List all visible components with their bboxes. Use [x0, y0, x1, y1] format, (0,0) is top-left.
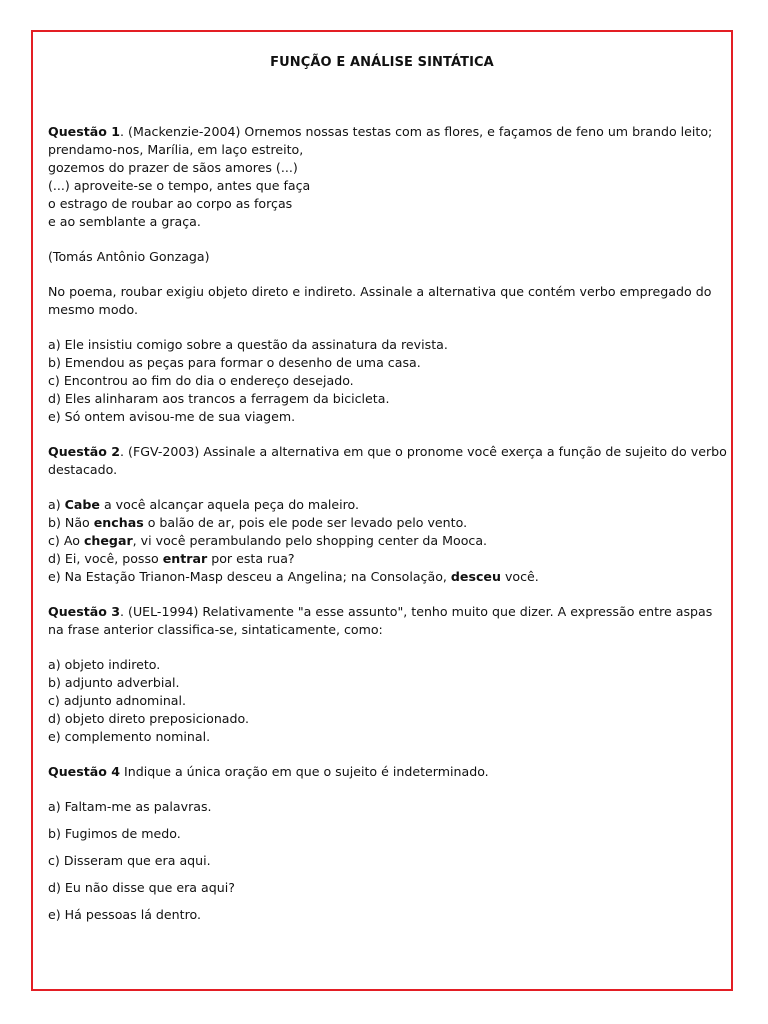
question-3-label: Questão 3: [48, 604, 121, 619]
poem-line: gozemos do prazer de sãos amores (...): [48, 160, 298, 175]
option-text: por esta rua?: [207, 551, 295, 566]
question-3-prompt-text: . (UEL-1994) Relativamente "a esse assunto", tenho muito que dizer. A expressão entre aspas na frase anterior classifica-se, sintaticamente, como:: [48, 604, 713, 637]
answer-option: c) Encontrou ao fim do dia o endereço desejado.: [48, 373, 354, 388]
answer-option: [48, 514, 728, 532]
answer-option: [48, 496, 728, 514]
poem-line: e ao semblante a graça.: [48, 214, 201, 229]
option-text: você.: [500, 569, 539, 584]
question-1-label: Questão 1: [48, 124, 121, 139]
option-text: d) Ei, você, posso: [48, 551, 163, 566]
option-text: a você alcançar aquela peça do maleiro.: [99, 497, 360, 512]
answer-option: d) Eu não disse que era aqui?: [48, 880, 235, 895]
highlighted-verb: Cabe: [64, 497, 100, 512]
question-4-prompt: [48, 763, 728, 781]
highlighted-verb: desceu: [450, 569, 501, 584]
answer-option: c) adjunto adnominal.: [48, 693, 187, 708]
question-3-prompt: [48, 603, 728, 639]
answer-option: [48, 568, 728, 586]
option-text: , vi você perambulando pelo shopping center da Mooca.: [132, 533, 488, 548]
answer-option: b) adjunto adverbial.: [48, 675, 180, 690]
question-4-prompt-text: Indique a única oração em que o sujeito é indeterminado.: [120, 764, 489, 779]
answer-option: a) objeto indireto.: [48, 657, 161, 672]
answer-option: e) Há pessoas lá dentro.: [48, 907, 201, 922]
poem-line: o estrago de roubar ao corpo as forças: [48, 196, 293, 211]
answer-option: a) Faltam-me as palavras.: [48, 799, 212, 814]
highlighted-verb: chegar: [83, 533, 133, 548]
question-2-prompt-text: . (FGV-2003) Assinale a alternativa em que o pronome você exerça a função de sujeito do verbo destacado.: [48, 444, 727, 477]
document-body: [48, 123, 728, 933]
answer-option: e) complemento nominal.: [48, 729, 211, 744]
question-1-intro-text: . (Mackenzie-2004) Ornemos nossas testas com as flores, e façamos de feno um brando leito;: [120, 124, 713, 139]
answer-option: c) Disseram que era aqui.: [48, 853, 211, 868]
question-4: [48, 763, 728, 924]
poem-line: (...) aproveite-se o tempo, antes que faça: [48, 178, 311, 193]
question-3: [48, 603, 728, 746]
answer-option: d) objeto direto preposicionado.: [48, 711, 250, 726]
question-1: [48, 123, 728, 426]
highlighted-verb: enchas: [93, 515, 144, 530]
highlighted-verb: entrar: [162, 551, 208, 566]
question-2-prompt: [48, 443, 728, 479]
answer-option: b) Emendou as peças para formar o desenho de uma casa.: [48, 355, 421, 370]
option-text: o balão de ar, pois ele pode ser levado pelo vento.: [143, 515, 468, 530]
answer-option: [48, 550, 728, 568]
question-4-label: Questão 4: [48, 764, 121, 779]
answer-option: b) Fugimos de medo.: [48, 826, 181, 841]
option-text: e) Na Estação Trianon-Masp desceu a Angelina; na Consolação,: [48, 569, 451, 584]
option-text: b) Não: [48, 515, 94, 530]
question-1-intro: [48, 123, 728, 141]
poem-line: prendamo-nos, Marília, em laço estreito,: [48, 142, 304, 157]
poem-author: (Tomás Antônio Gonzaga): [48, 249, 210, 264]
answer-option: d) Eles alinharam aos trancos a ferragem da bicicleta.: [48, 391, 390, 406]
option-text: a): [48, 497, 65, 512]
option-text: c) Ao: [48, 533, 84, 548]
question-2-label: Questão 2: [48, 444, 121, 459]
question-1-prompt: No poema, roubar exigiu objeto direto e indireto. Assinale a alternativa que contém verbo empregado do mesmo modo.: [48, 284, 712, 317]
page-title: FUNÇÃO E ANÁLISE SINTÁTICA: [270, 55, 494, 70]
answer-option: a) Ele insistiu comigo sobre a questão da assinatura da revista.: [48, 337, 448, 352]
answer-option: [48, 532, 728, 550]
answer-option: e) Só ontem avisou-me de sua viagem.: [48, 409, 296, 424]
page-border: [31, 30, 733, 991]
question-2: [48, 443, 728, 586]
